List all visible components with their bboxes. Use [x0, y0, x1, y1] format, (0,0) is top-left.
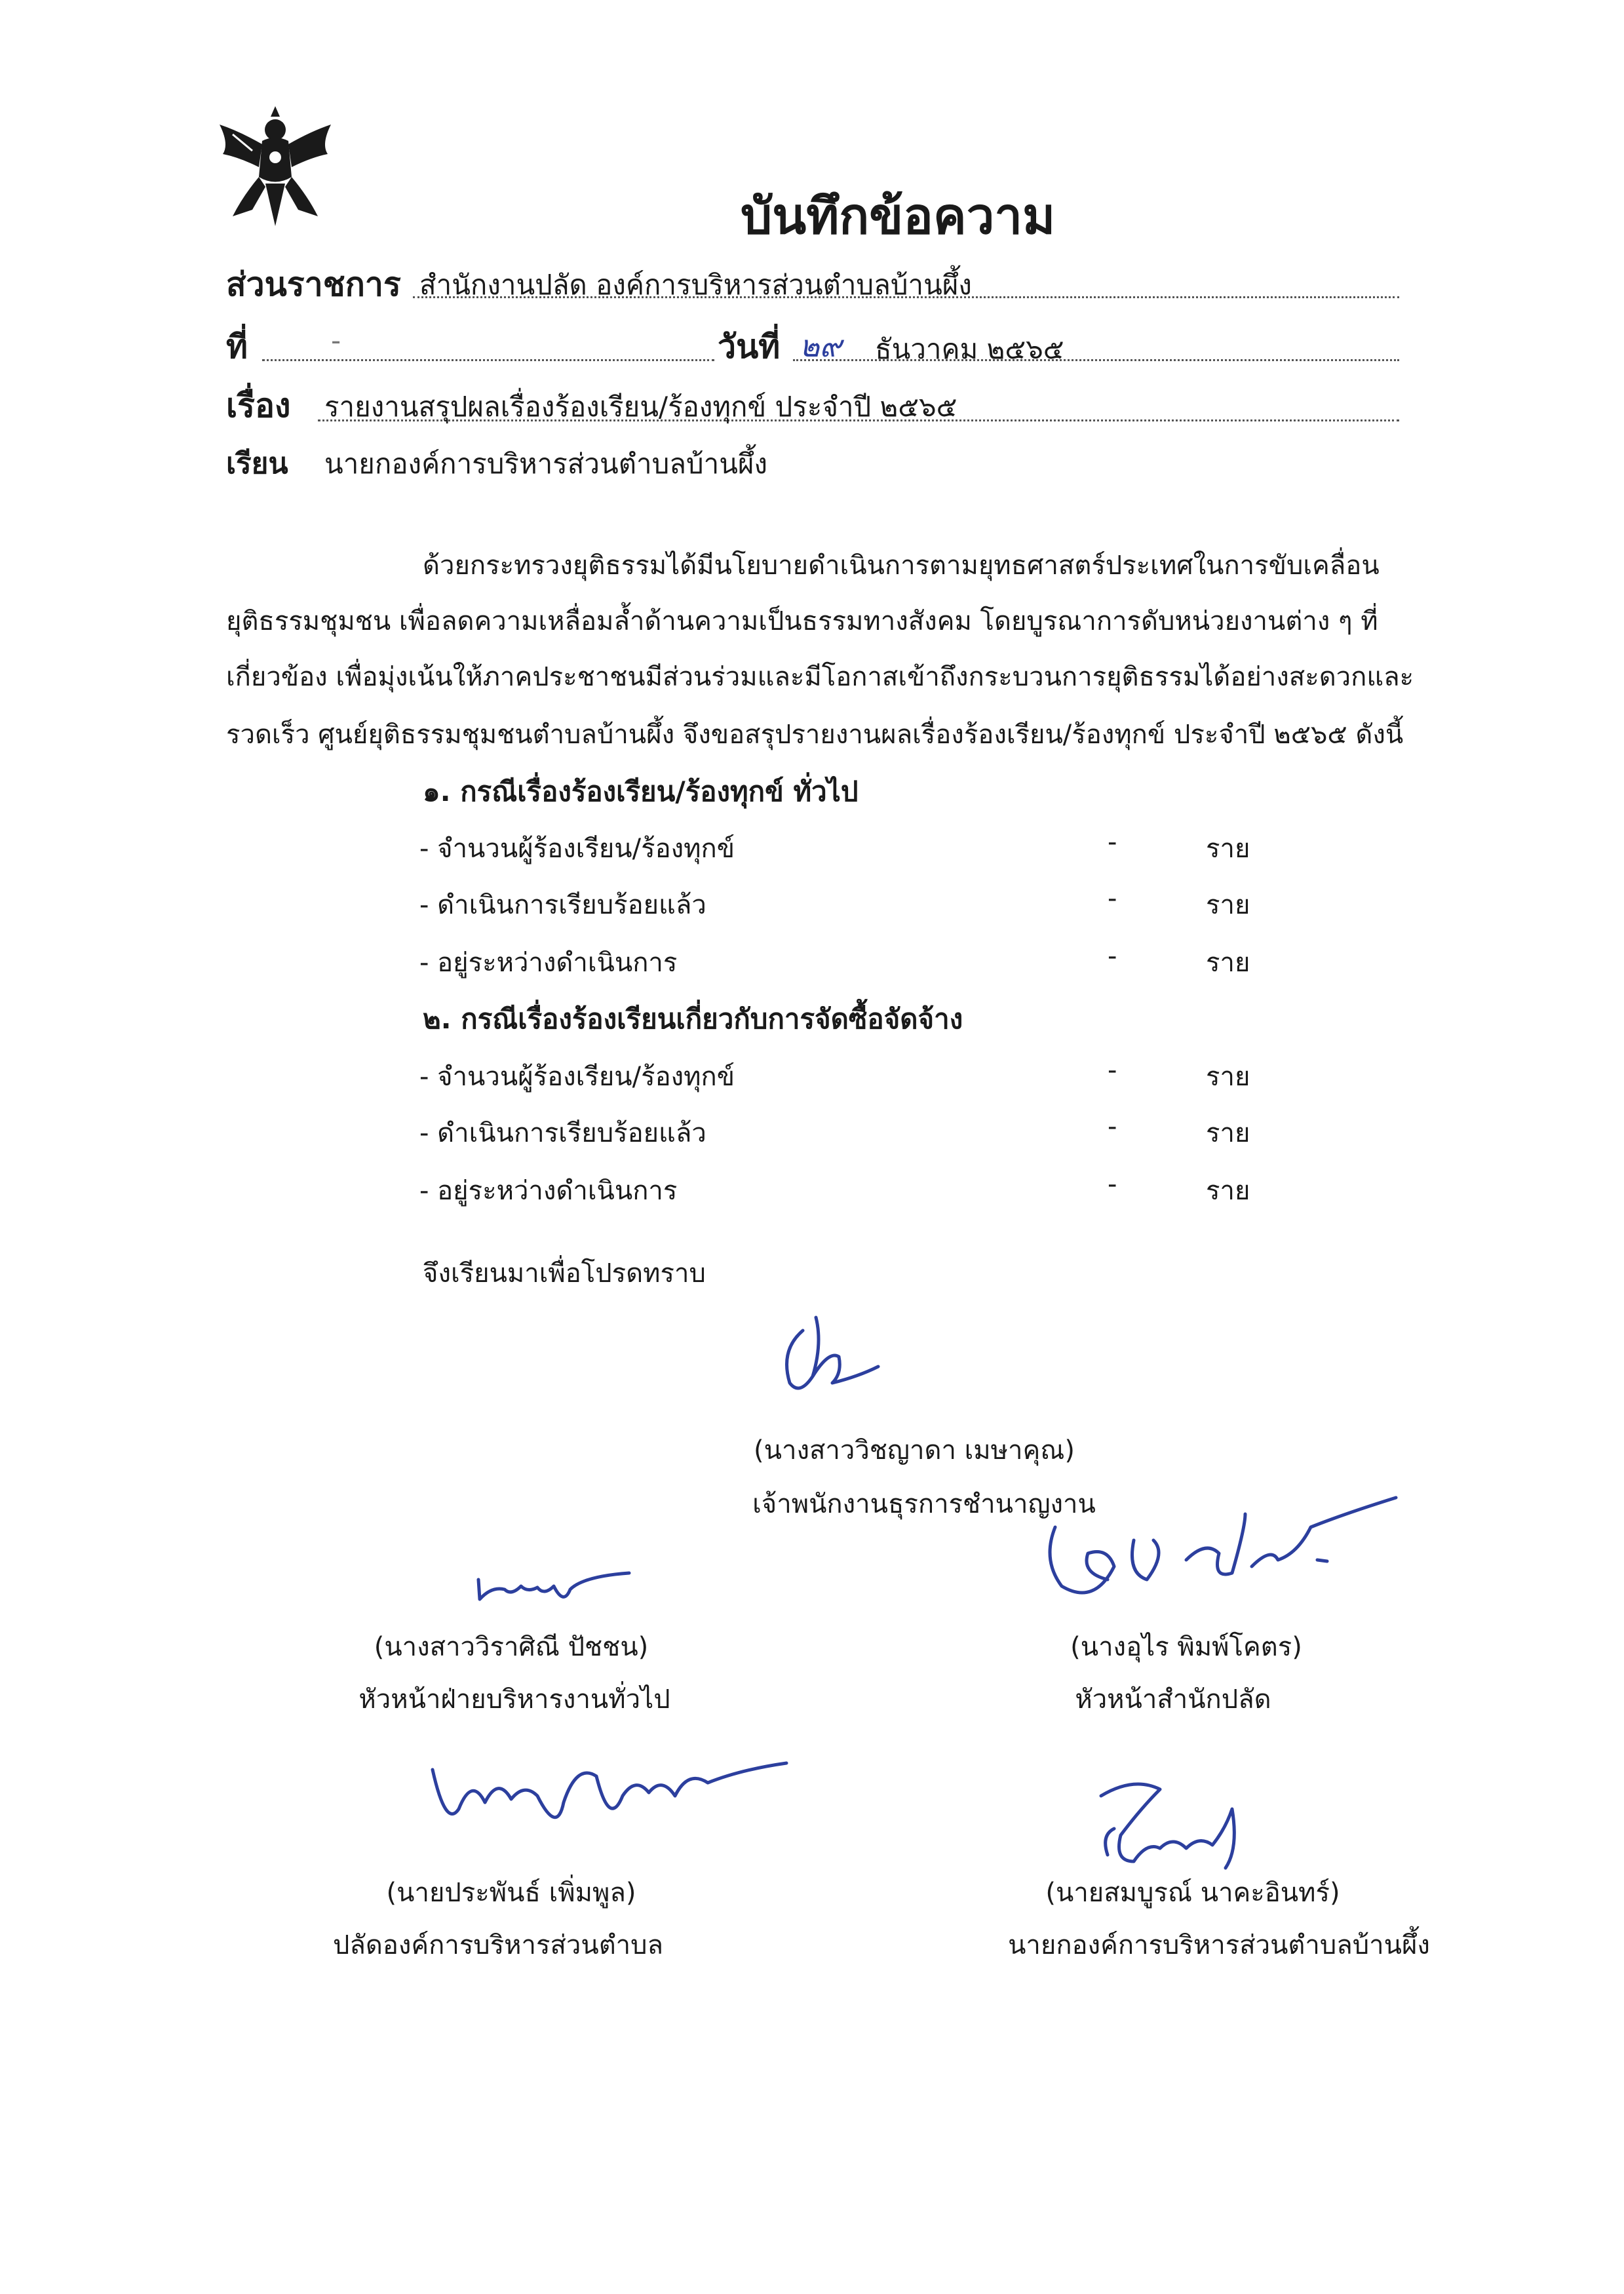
section-1-item-1-count: -	[1108, 827, 1117, 857]
deputy-name: (นายประพันธ์ เพิ่มพูล)	[386, 1878, 636, 1908]
memo-title: บันทึกข้อความ	[741, 187, 1056, 245]
section-1-item-3-unit: ราย	[1206, 948, 1250, 978]
office-head-signature-icon	[1035, 1488, 1402, 1619]
section-1-item-2-unit: ราย	[1206, 890, 1250, 920]
section-2-item-1-count: -	[1108, 1055, 1117, 1085]
ref-value: -	[331, 324, 341, 357]
section-1-item-2-count: -	[1108, 884, 1117, 914]
staff-signature-icon	[767, 1304, 885, 1403]
closing-text: จึงเรียนมาเพื่อโปรดทราบ	[423, 1258, 706, 1289]
staff-name: (นางสาววิชญาดา เมษาคุณ)	[754, 1435, 1075, 1466]
subject-value: รายงานสรุปผลเรื่องร้องเรียน/ร้องทุกข์ ประจำปี ๒๕๖๕	[324, 391, 957, 423]
section-2-item-2-unit: ราย	[1206, 1118, 1250, 1148]
section-2-item-1-unit: ราย	[1206, 1062, 1250, 1092]
general-head-signature-icon	[472, 1560, 636, 1612]
garuda-emblem-icon	[213, 105, 338, 229]
deputy-signature-icon	[426, 1737, 793, 1855]
section-1-item-3-label: - อยู่ระหว่างดำเนินการ	[419, 948, 678, 978]
section-2-heading: ๒. กรณีเรื่องร้องเรียนเกี่ยวกับการจัดซื้อจัดจ้าง	[423, 1003, 963, 1035]
staff-position: เจ้าพนักงานธุรการชำนาญงาน	[752, 1489, 1096, 1519]
body-line-2: ยุติธรรมชุมชน เพื่อลดความเหลื่อมล้ำด้านความเป็นธรรมทางสังคม โดยบูรณาการดับหน่วยงานต่าง ๆ ที่	[226, 606, 1378, 636]
deputy-position: ปลัดองค์การบริหารส่วนตำบล	[332, 1930, 664, 1960]
section-1-item-1-label: - จำนวนผู้ร้องเรียน/ร้องทุกข์	[419, 834, 735, 864]
mayor-name: (นายสมบูรณ์ นาคะอินทร์)	[1045, 1878, 1340, 1908]
subject-label: เรื่อง	[226, 387, 291, 425]
section-2-item-3-label: - อยู่ระหว่างดำเนินการ	[419, 1176, 678, 1206]
body-line-3: เกี่ยวข้อง เพื่อมุ่งเน้นให้ภาคประชาชนมีส่วนร่วมและมีโอกาสเข้าถึงกระบวนการยุติธรรมได้อย่างสะดวกและ	[226, 662, 1414, 692]
section-2-item-1-label: - จำนวนผู้ร้องเรียน/ร้องทุกข์	[419, 1062, 735, 1092]
section-1-item-2-label: - ดำเนินการเรียบร้อยแล้ว	[419, 890, 706, 920]
section-1-heading: ๑. กรณีเรื่องร้องเรียน/ร้องทุกข์ ทั่วไป	[423, 775, 859, 807]
agency-value: สำนักงานปลัด องค์การบริหารส่วนตำบลบ้านผึ้ง	[419, 269, 972, 301]
section-2-item-2-count: -	[1108, 1112, 1117, 1142]
ref-label: ที่	[226, 328, 248, 366]
section-2-item-2-label: - ดำเนินการเรียบร้อยแล้ว	[419, 1118, 706, 1148]
body-line-1: ด้วยกระทรวงยุติธรรมได้มีนโยบายดำเนินการตามยุทธศาสตร์ประเทศในการขับเคลื่อน	[423, 551, 1380, 581]
date-day-handwritten: ๒๙	[800, 328, 842, 364]
body-line-4: รวดเร็ว ศูนย์ยุติธรรมชุมชนตำบลบ้านผึ้ง จึงขอสรุปรายงานผลเรื่องร้องเรียน/ร้องทุกข์ ประจำปี ๒๕๖๕ ดังนี้	[226, 720, 1404, 750]
section-2-item-3-count: -	[1108, 1169, 1117, 1199]
to-value: นายกองค์การบริหารส่วนตำบลบ้านผึ้ง	[324, 448, 768, 480]
date-label: วันที่	[718, 328, 781, 366]
general-head-name: (นางสาววิราศิณี ปัชชน)	[374, 1632, 649, 1662]
date-month-year: ธันวาคม ๒๕๖๕	[875, 333, 1064, 365]
to-label: เรียน	[226, 447, 288, 480]
general-head-position: หัวหน้าฝ่ายบริหารงานทั่วไป	[358, 1684, 670, 1715]
section-2-item-3-unit: ราย	[1206, 1176, 1250, 1206]
ref-dotted-line	[262, 359, 714, 361]
section-1-item-3-count: -	[1108, 941, 1117, 971]
section-1-item-1-unit: ราย	[1206, 834, 1250, 864]
agency-label: ส่วนราชการ	[226, 265, 401, 303]
mayor-signature-icon	[1075, 1770, 1285, 1881]
mayor-position: นายกองค์การบริหารส่วนตำบลบ้านผึ้ง	[1008, 1930, 1430, 1960]
office-head-position: หัวหน้าสำนักปลัด	[1075, 1684, 1271, 1715]
office-head-name: (นางอุไร พิมพ์โคตร)	[1070, 1632, 1302, 1662]
